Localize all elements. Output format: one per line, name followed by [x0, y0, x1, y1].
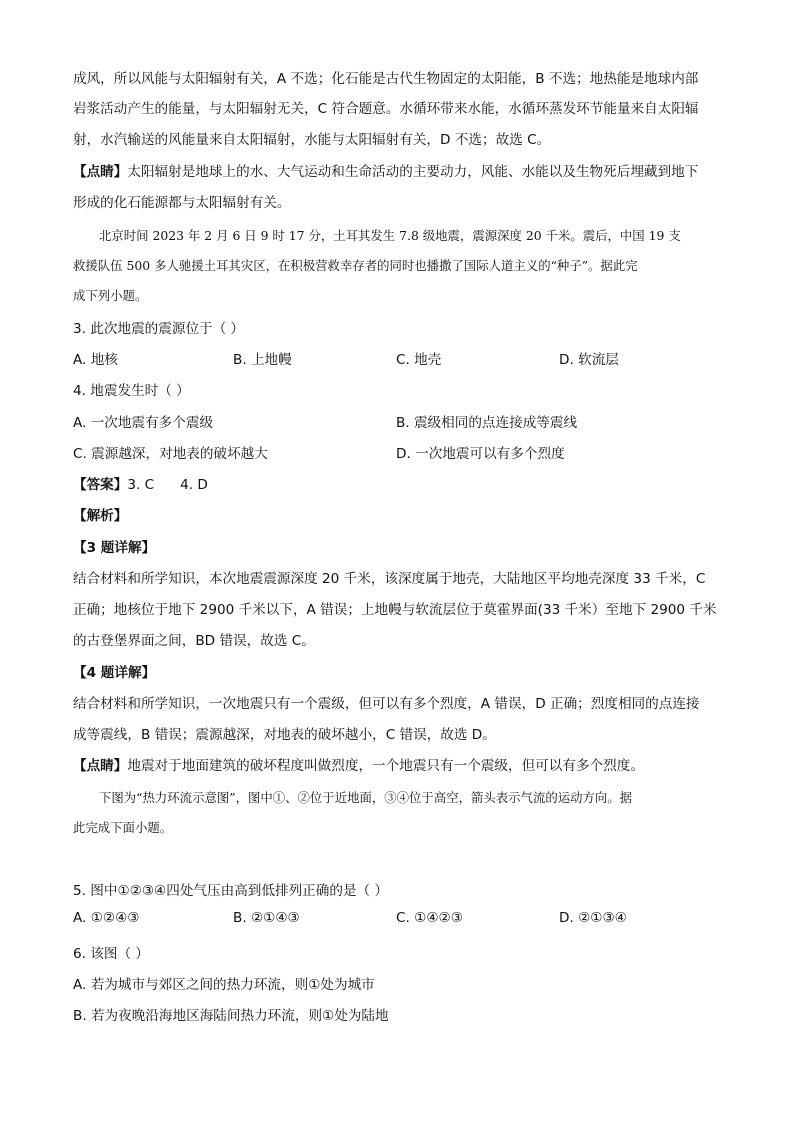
- question-stem: 3. 此次地震的震源位于（ ）: [73, 321, 245, 337]
- question-stem: 6. 该图（ ）: [73, 946, 149, 962]
- material-line: 下图为“热力环流示意图”，图中①、②位于近地面，③④位于高空，箭头表示气流的运动方向。据: [99, 790, 633, 805]
- material-line: 此完成下面小题。: [73, 820, 173, 835]
- answer-line: [73, 473, 208, 493]
- detail-line: 结合材料和所学知识，本次地震震源深度 20 千米，该深度属于地壳，大陆地区平均地壳深度 33 千米，C: [73, 571, 706, 587]
- material-line: 救援队伍 500 多人驰援土耳其灾区，在积极营救幸存者的同时也播撒了国际人道主义的“种子”。据此完: [73, 258, 638, 273]
- note-text: 太阳辐射是地球上的水、大气运动和生命活动的主要动力，风能、水能以及生物死后埋藏到地下: [127, 164, 699, 180]
- detail-line: 的古登堡界面之间，BD 错误，故选 C。: [73, 633, 315, 649]
- note-tag: 【点睛】: [73, 164, 128, 180]
- material-line: 北京时间 2023 年 2 月 6 日 9 时 17 分，土耳其发生 7.8 级地震，震源深度 20 千米。震后，中国 19 支: [99, 228, 681, 243]
- material-line: 成下列小题。: [73, 288, 148, 303]
- explanation-line: 成风，所以风能与太阳辐射有关，A 不选；化石能是古代生物固定的太阳能，B 不选；地热能是地球内部: [73, 71, 699, 87]
- option-c: C. 地壳: [396, 352, 442, 368]
- answer-tag: 【答案】: [73, 477, 128, 493]
- detail-tag: 【4 题详解】: [73, 665, 156, 681]
- detail-line: 成等震线，B 错误；震源越深，对地表的破坏越小，C 错误，故选 D。: [73, 727, 496, 743]
- option-b: B. 震级相同的点连接成等震线: [396, 415, 578, 431]
- analysis-tag: 【解析】: [73, 508, 128, 524]
- answer-text: 3. C 4. D: [127, 477, 208, 493]
- option-a: A. 若为城市与郊区之间的热力环流，则①处为城市: [73, 977, 375, 993]
- note-tag: 【点睛】: [73, 758, 128, 774]
- note-line: 形成的化石能源都与太阳辐射有关。: [73, 195, 291, 211]
- option-d: D. ②①③④: [559, 910, 627, 926]
- option-a: A. ①②④③: [73, 910, 140, 926]
- detail-line: 正确；地核位于地下 2900 千米以下，A 错误；上地幔与软流层位于莫霍界面(33 千米）至地下 2900 千米: [73, 602, 717, 618]
- detail-tag: 【3 题详解】: [73, 540, 156, 556]
- question-stem: 5. 图中①②③④四处气压由高到低排列正确的是（ ）: [73, 883, 389, 899]
- option-c: C. ①④②③: [396, 910, 463, 926]
- question-stem: 4. 地震发生时（ ）: [73, 383, 190, 399]
- option-b: B. 若为夜晚沿海地区海陆间热力环流，则①处为陆地: [73, 1008, 389, 1024]
- explanation-line: 射，水汽输送的风能量来自太阳辐射，水能与太阳辐射有关，D 不选；故选 C。: [73, 132, 551, 148]
- option-b: B. ②①④③: [233, 910, 300, 926]
- option-d: D. 软流层: [559, 352, 619, 368]
- note-text: 地震对于地面建筑的破坏程度叫做烈度，一个地震只有一个震级，但可以有多个烈度。: [127, 758, 644, 774]
- note-paragraph: [73, 160, 698, 180]
- option-b: B. 上地幔: [233, 352, 292, 368]
- option-a: A. 一次地震有多个震级: [73, 415, 214, 431]
- option-a: A. 地核: [73, 352, 118, 368]
- option-d: D. 一次地震可以有多个烈度: [396, 446, 565, 462]
- explanation-line: 岩浆活动产生的能量，与太阳辐射无关，C 符合题意。水循环带来水能，水循环蒸发环节能量来自太阳辐: [73, 101, 699, 117]
- note-paragraph: [73, 754, 644, 774]
- option-c: C. 震源越深，对地表的破坏越大: [73, 446, 268, 462]
- detail-line: 结合材料和所学知识，一次地震只有一个震级，但可以有多个烈度，A 错误，D 正确；烈度相同的点连接: [73, 696, 700, 712]
